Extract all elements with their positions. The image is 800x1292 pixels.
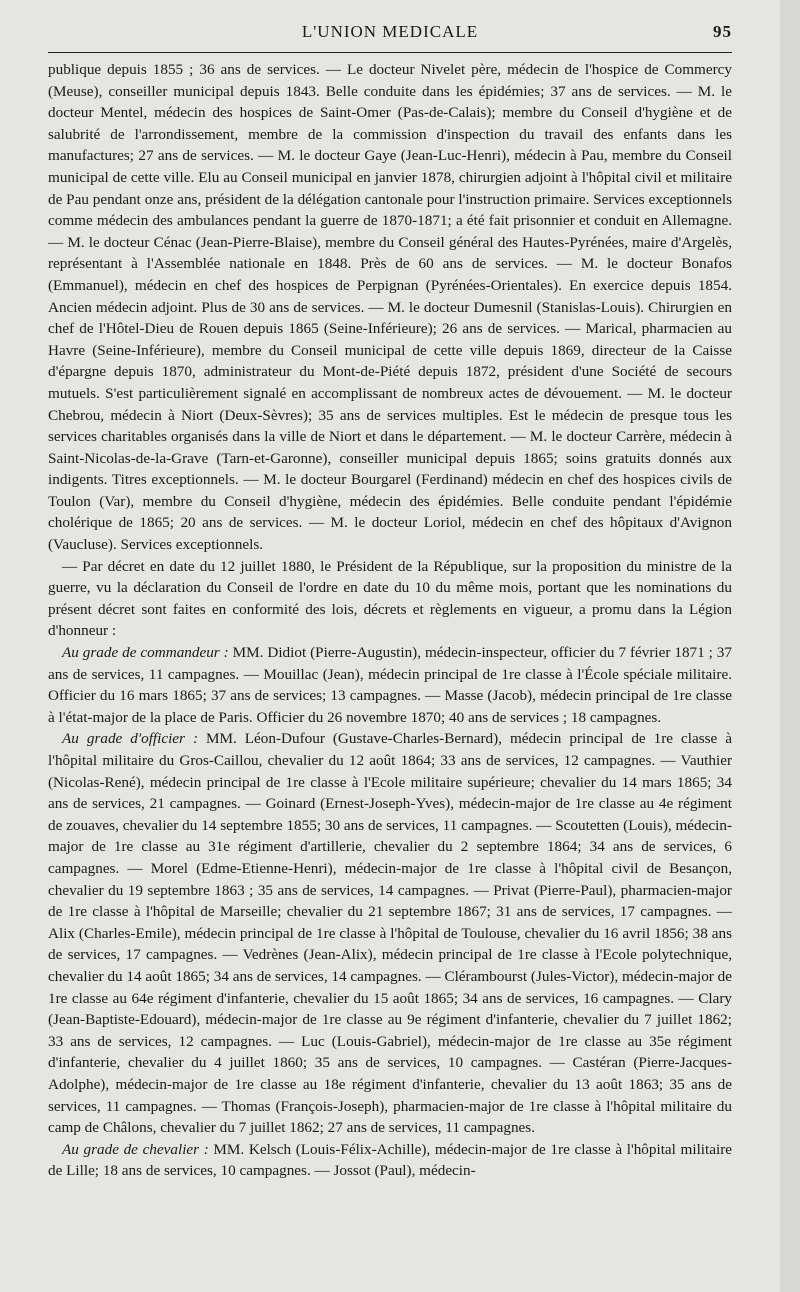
- grade-label-chevalier: Au grade de chevalier :: [62, 1140, 209, 1158]
- running-header: [48, 18, 732, 46]
- grade-label-officier: Au grade d'officier :: [62, 730, 198, 748]
- header-rule: [48, 52, 732, 53]
- grade-text-officier: MM. Léon-Dufour (Gustave-Charles-Bernard), médecin principal de 1re classe à l'hôpital militaire du Gros-Caillou, chevalier du 12 août 1864; 33 ans de services, 12 campagnes. — Vauthier (Nicolas-René), médecin principal de 1re classe à l'Ecole militaire supérieure; chevalier du 14 mars 1865; 34 ans de services, 21 campagnes. — Goinard (Ernest-Joseph-Yves), médecin-major de 1re classe au 4e régiment de zouaves, chevalier du 14 septembre 1855; 30 ans de services, 11 campagnes. — Scoutetten (Louis), médecin-major de 1re classe au 31e régiment d'artillerie, chevalier du 2 septembre 1864; 34 ans de services, 6 campagnes. — Morel (Edme-Etienne-Henri), médecin-major de 1re classe à l'hôpital civil de Besançon, chevalier du 19 septembre 1863 ; 35 ans de services, 14 campagnes. — Privat (Pierre-Paul), pharmacien-major de 1re classe à l'hôpital de Marseille; chevalier du 21 septembre 1867; 31 ans de services, 17 campagnes. — Alix (Charles-Emile), médecin principal de 1re classe à l'hôpital de Toulouse, chevalier du 16 avril 1856; 38 ans de services, 17 campagnes. — Vedrènes (Jean-Alix), médecin principal de 1re classe à l'Ecole polytechnique, chevalier du 14 août 1865; 34 ans de services, 14 campagnes. — Clérambourst (Jules-Victor), médecin-major de 1re classe au 64e régiment d'infanterie, chevalier du 15 août 1865; 34 ans de services, 16 campagnes. — Clary (Jean-Baptiste-Edouard), médecin-major de 1re classe au 9e régiment d'infanterie, chevalier du 7 juillet 1862; 33 ans de services, 12 campagnes. — Luc (Louis-Gabriel), médecin-major de 1re classe au 35e régiment d'infanterie, chevalier du 4 juillet 1860; 35 ans de services, 10 campagnes. — Castéran (Pierre-Jacques-Adolphe), médecin-major de 1re classe au 18e régiment d'infanterie, chevalier du 13 août 1863; 35 ans de services, 11 campagnes. — Thomas (François-Joseph), pharmacien-major de 1re classe à l'hôpital militaire du camp de Châlons, chevalier du 7 juillet 1862; 27 ans de services, 11 campagnes.: [48, 730, 733, 1137]
- page-number: 95: [713, 22, 732, 41]
- paragraph-chevalier: [48, 1139, 732, 1182]
- paragraph-commandeur: [48, 642, 732, 728]
- paragraph-decree: — Par décret en date du 12 juillet 1880, le Président de la République, sur la proposition du ministre de la guerre, vu la déclaration du Conseil de l'ordre en date du 10 du même mois, portant que les nominations du présent décret sont faites en conformité des lois, décrets et règlements en vigueur, a promu dans la Légion d'honneur :: [48, 557, 732, 640]
- grade-label-commandeur: Au grade de commandeur :: [62, 644, 229, 662]
- grade-text-commandeur: MM. Didiot (Pierre-Augustin), médecin-inspecteur, officier du 7 février 1871 ; 37 ans de services, 11 campagnes. — Mouillac (Jean), médecin principal de 1re classe à l'École spéciale militaire. Officier du 16 mars 1865; 37 ans de services; 13 campagnes. — Masse (Jacob), médecin principal de 1re classe à l'état-major de la place de Paris. Officier du 26 novembre 1870; 40 ans de services ; 18 campagnes.: [48, 644, 732, 726]
- grade-text-chevalier: MM. Kelsch (Louis-Félix-Achille), médecin-major de 1re classe à l'hôpital militaire de Lille; 18 ans de services, 10 campagnes. — Jossot (Paul), médecin-: [48, 1140, 732, 1180]
- journal-title: L'UNION MEDICALE: [301, 22, 479, 41]
- paragraph-officier: [48, 728, 732, 1138]
- paragraph-honours-civil: publique depuis 1855 ; 36 ans de services. — Le docteur Nivelet père, médecin de l'hospice de Commercy (Meuse), conseiller municipal depuis 1843. Belle conduite dans les épidémies; 37 ans de services. — M. le docteur Mentel, médecin des hospices de Saint-Omer (Pas-de-Calais); membre du Conseil d'hygiène et de salubrité de l'arrondissement, membre de la commission d'inspection du travail des enfants dans les manufactures; 27 ans de services. — M. le docteur Gaye (Jean-Luc-Henri), médecin à Pau, membre du Conseil municipal de cette ville. Elu au Conseil municipal en janvier 1878, chirurgien adjoint à l'hôpital civil et militaire de Pau pendant onze ans, président de la délégation cantonale pour l'instruction primaire. Services exceptionnels comme médecin des ambulances pendant la guerre de 1870-1871; a été fait prisonnier et conduit en Allemagne. — M. le docteur Cénac (Jean-Pierre-Blaise), membre du Conseil général des Hautes-Pyrénées, maire d'Argelès, représentant à l'Assemblée nationale en 1848. Près de 60 ans de services. — M. le docteur Bonafos (Emmanuel), médecin en chef des hospices de Perpignan (Pyrénées-Orientales). En exercice depuis 1854. Ancien médecin adjoint. Plus de 30 ans de services. — M. le docteur Dumesnil (Stanislas-Louis). Chirurgien en chef de l'Hôtel-Dieu de Rouen depuis 1865 (Seine-Inférieure); 26 ans de services. — Marical, pharmacien au Havre (Seine-Inférieure), membre du Conseil municipal de cette ville depuis 1869, directeur de la Caisse d'épargne depuis 1870, administrateur du Mont-de-Piété depuis 1872, président d'une Société de secours mutuels. S'est particulièrement signalé en accomplissant de nombreux actes de dévouement. — M. le docteur Chebrou, médecin à Niort (Deux-Sèvres); 35 ans de services multiples. Est le médecin de presque tous les services charitables organisés dans la ville de Niort et dans le département. — M. le docteur Carrère, médecin à Saint-Nicolas-de-la-Grave (Tarn-et-Garonne), conseiller municipal depuis 1865; soins gratuits donnés aux indigents. Titres exceptionnels. — M. le docteur Bourgarel (Ferdinand) médecin en chef des hospices civils de Toulon (Var), membre du Conseil d'hygiène, médecin des épidémies. Belle conduite pendant l'épidémie cholérique de 1865; 20 ans de services. — M. le docteur Loriol, médecin en chef des hôpitaux d'Avignon (Vaucluse). Services exceptionnels.: [48, 61, 732, 554]
